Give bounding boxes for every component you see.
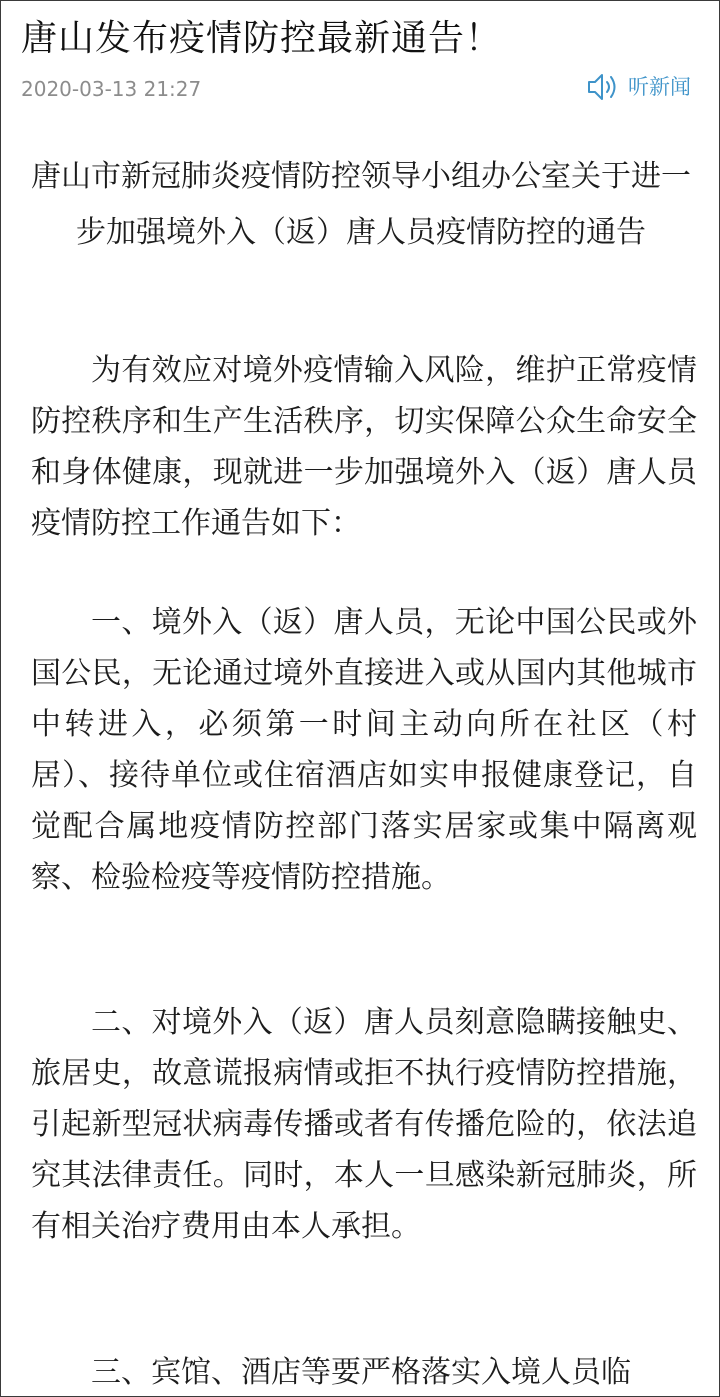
paragraph-item-2: 二、对境外入（返）唐人员刻意隐瞒接触史、旅居史，故意谎报病情或拒不执行疫情防控措施，引起新型冠状病毒传播或者有传播危险的，依法追究其法律责任。同时，本人一旦感染新冠肺炎，所有相关治疗费用由本人承担。 <box>31 1005 697 1244</box>
paragraph-item-1: 一、境外入（返）唐人员，无论中国公民或外国公民，无论通过境外直接进入或从国内其他城市中转进入，必须第一时间主动向所在社区（村居）、接待单位或住宿酒店如实申报健康登记，自觉配合属地疫情防控部门落实居家或集中隔离观察、检验检疫等疫情防控措施。 <box>31 605 697 895</box>
notice-heading: 唐山市新冠肺炎疫情防控领导小组办公室关于进一步加强境外入（返）唐人员疫情防控的通告 <box>31 159 691 250</box>
paragraph-item-3: 三、宾馆、酒店等要严格落实入境人员临 <box>91 1355 631 1390</box>
speaker-icon <box>586 71 620 103</box>
paragraph-intro: 为有效应对境外疫情输入风险，维护正常疫情防控秩序和生产生活秩序，切实保障公众生命安全和身体健康，现就进一步加强境外入（返）唐人员疫情防控工作通告如下： <box>31 353 697 541</box>
publish-date: 2020-03-13 21:27 <box>21 77 202 101</box>
listen-news-label: 听新闻 <box>628 75 691 99</box>
listen-news-button[interactable] <box>586 71 691 103</box>
article-title: 唐山发布疫情防控最新通告！ <box>21 18 503 59</box>
